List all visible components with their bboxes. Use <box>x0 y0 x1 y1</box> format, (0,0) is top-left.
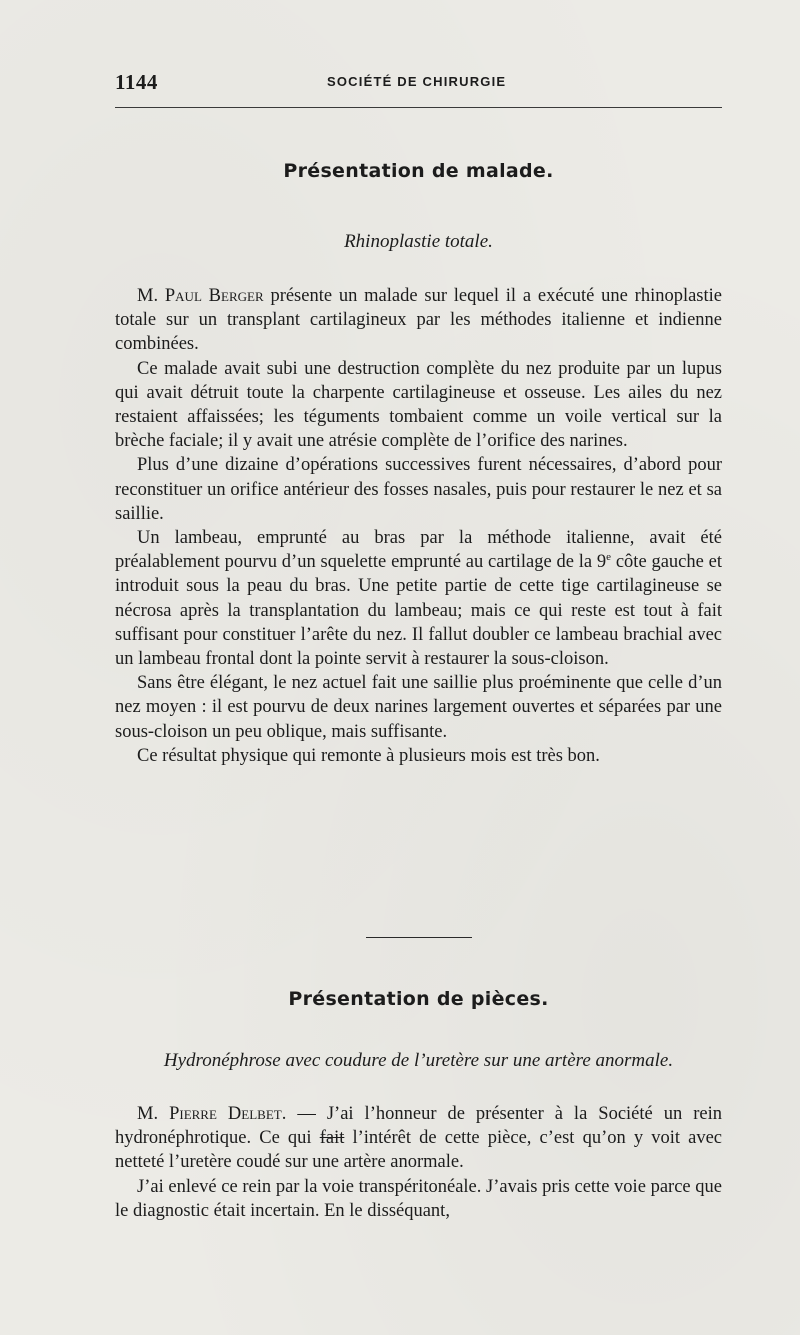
paragraph: J’ai enlevé ce rein par la voie transpéritonéale. J’avais pris cette voie parce que le diagnostic était incertain. En le disséquant, <box>115 1176 722 1221</box>
subtitle-hydronephrose: Hydronéphrose avec coudure de l’uretère sur une artère anormale. <box>163 1050 674 1071</box>
paragraph: Ce malade avait subi une destruction complète du nez produite par un lupus qui avait détruit toute la charpente cartilagineuse et osseuse. Les ailes du nez restaient affaissées; les téguments tombaient comme un voile vertical sur la brèche faciale; il y avait une atrésie complète de l’orifice des narines. <box>115 358 722 452</box>
struck-word: fait <box>319 1128 345 1149</box>
section-separator <box>366 937 472 938</box>
section-heading-malade: Présentation de malade. <box>283 160 554 182</box>
text-run: M. <box>137 1104 170 1124</box>
text-run: Un lambeau, emprunté au bras par la méthode italienne, avait été préalablement pourvu d’un squelette emprunté au cartilage de la 9 <box>115 528 722 573</box>
header-rule <box>115 107 722 108</box>
text-run: — J’ai l’honneur de présenter à la Société un rein hydronéphrotique. Ce qui <box>115 1104 722 1149</box>
journal-title: SOCIÉTÉ DE CHIRURGIE <box>327 74 507 89</box>
article-berger <box>115 284 722 768</box>
paragraph: Sans être élégant, le nez actuel fait une saillie plus proéminente que celle d’un nez moyen : il est pourvu de deux narines largement ouvertes et séparées par une sous-cloison un peu oblique, mais suffisante. <box>115 673 722 742</box>
paragraph: Plus d’une dizaine d’opérations successives furent nécessaires, d’abord pour reconstituer un orifice antérieur des fosses nasales, puis pour restaurer le nez et sa saillie. <box>115 455 722 524</box>
paragraph: Ce résultat physique qui remonte à plusieurs mois est très bon. <box>137 745 600 766</box>
page-number: 1144 <box>115 70 158 94</box>
text-run: côte gauche et introduit sous la peau du bras. Une petite partie de cette tige cartilagineuse se nécrosa après la transplantation du lambeau; mais ce qui reste est tout à fait suffisant pour constituer l’arête du nez. Il fallut doubler ce lambeau brachial avec un lambeau frontal dont la pointe servit à restaurer la sous-cloison. <box>115 552 723 670</box>
text-run: M. <box>137 286 165 306</box>
text-run: présente un malade sur lequel il a exécuté une rhinoplastie totale sur un transplant cartilagineux par les méthodes italienne et indienne combinées. <box>115 286 722 355</box>
paragraph <box>115 526 722 671</box>
author-name: Pierre Delbet. <box>169 1104 287 1124</box>
running-head <box>115 70 722 96</box>
paragraph <box>115 284 722 357</box>
paragraph <box>115 1102 722 1175</box>
article-delbet <box>115 1102 722 1223</box>
section-heading-pieces: Présentation de pièces. <box>288 988 549 1010</box>
author-name: Paul Berger <box>164 286 264 306</box>
subtitle-rhinoplastie: Rhinoplastie totale. <box>344 231 493 252</box>
text-run: l’intérêt de cette pièce, c’est qu’on y voit avec netteté l’uretère coudé sur une artère anormale. <box>115 1128 722 1173</box>
superscript: e <box>606 551 612 564</box>
